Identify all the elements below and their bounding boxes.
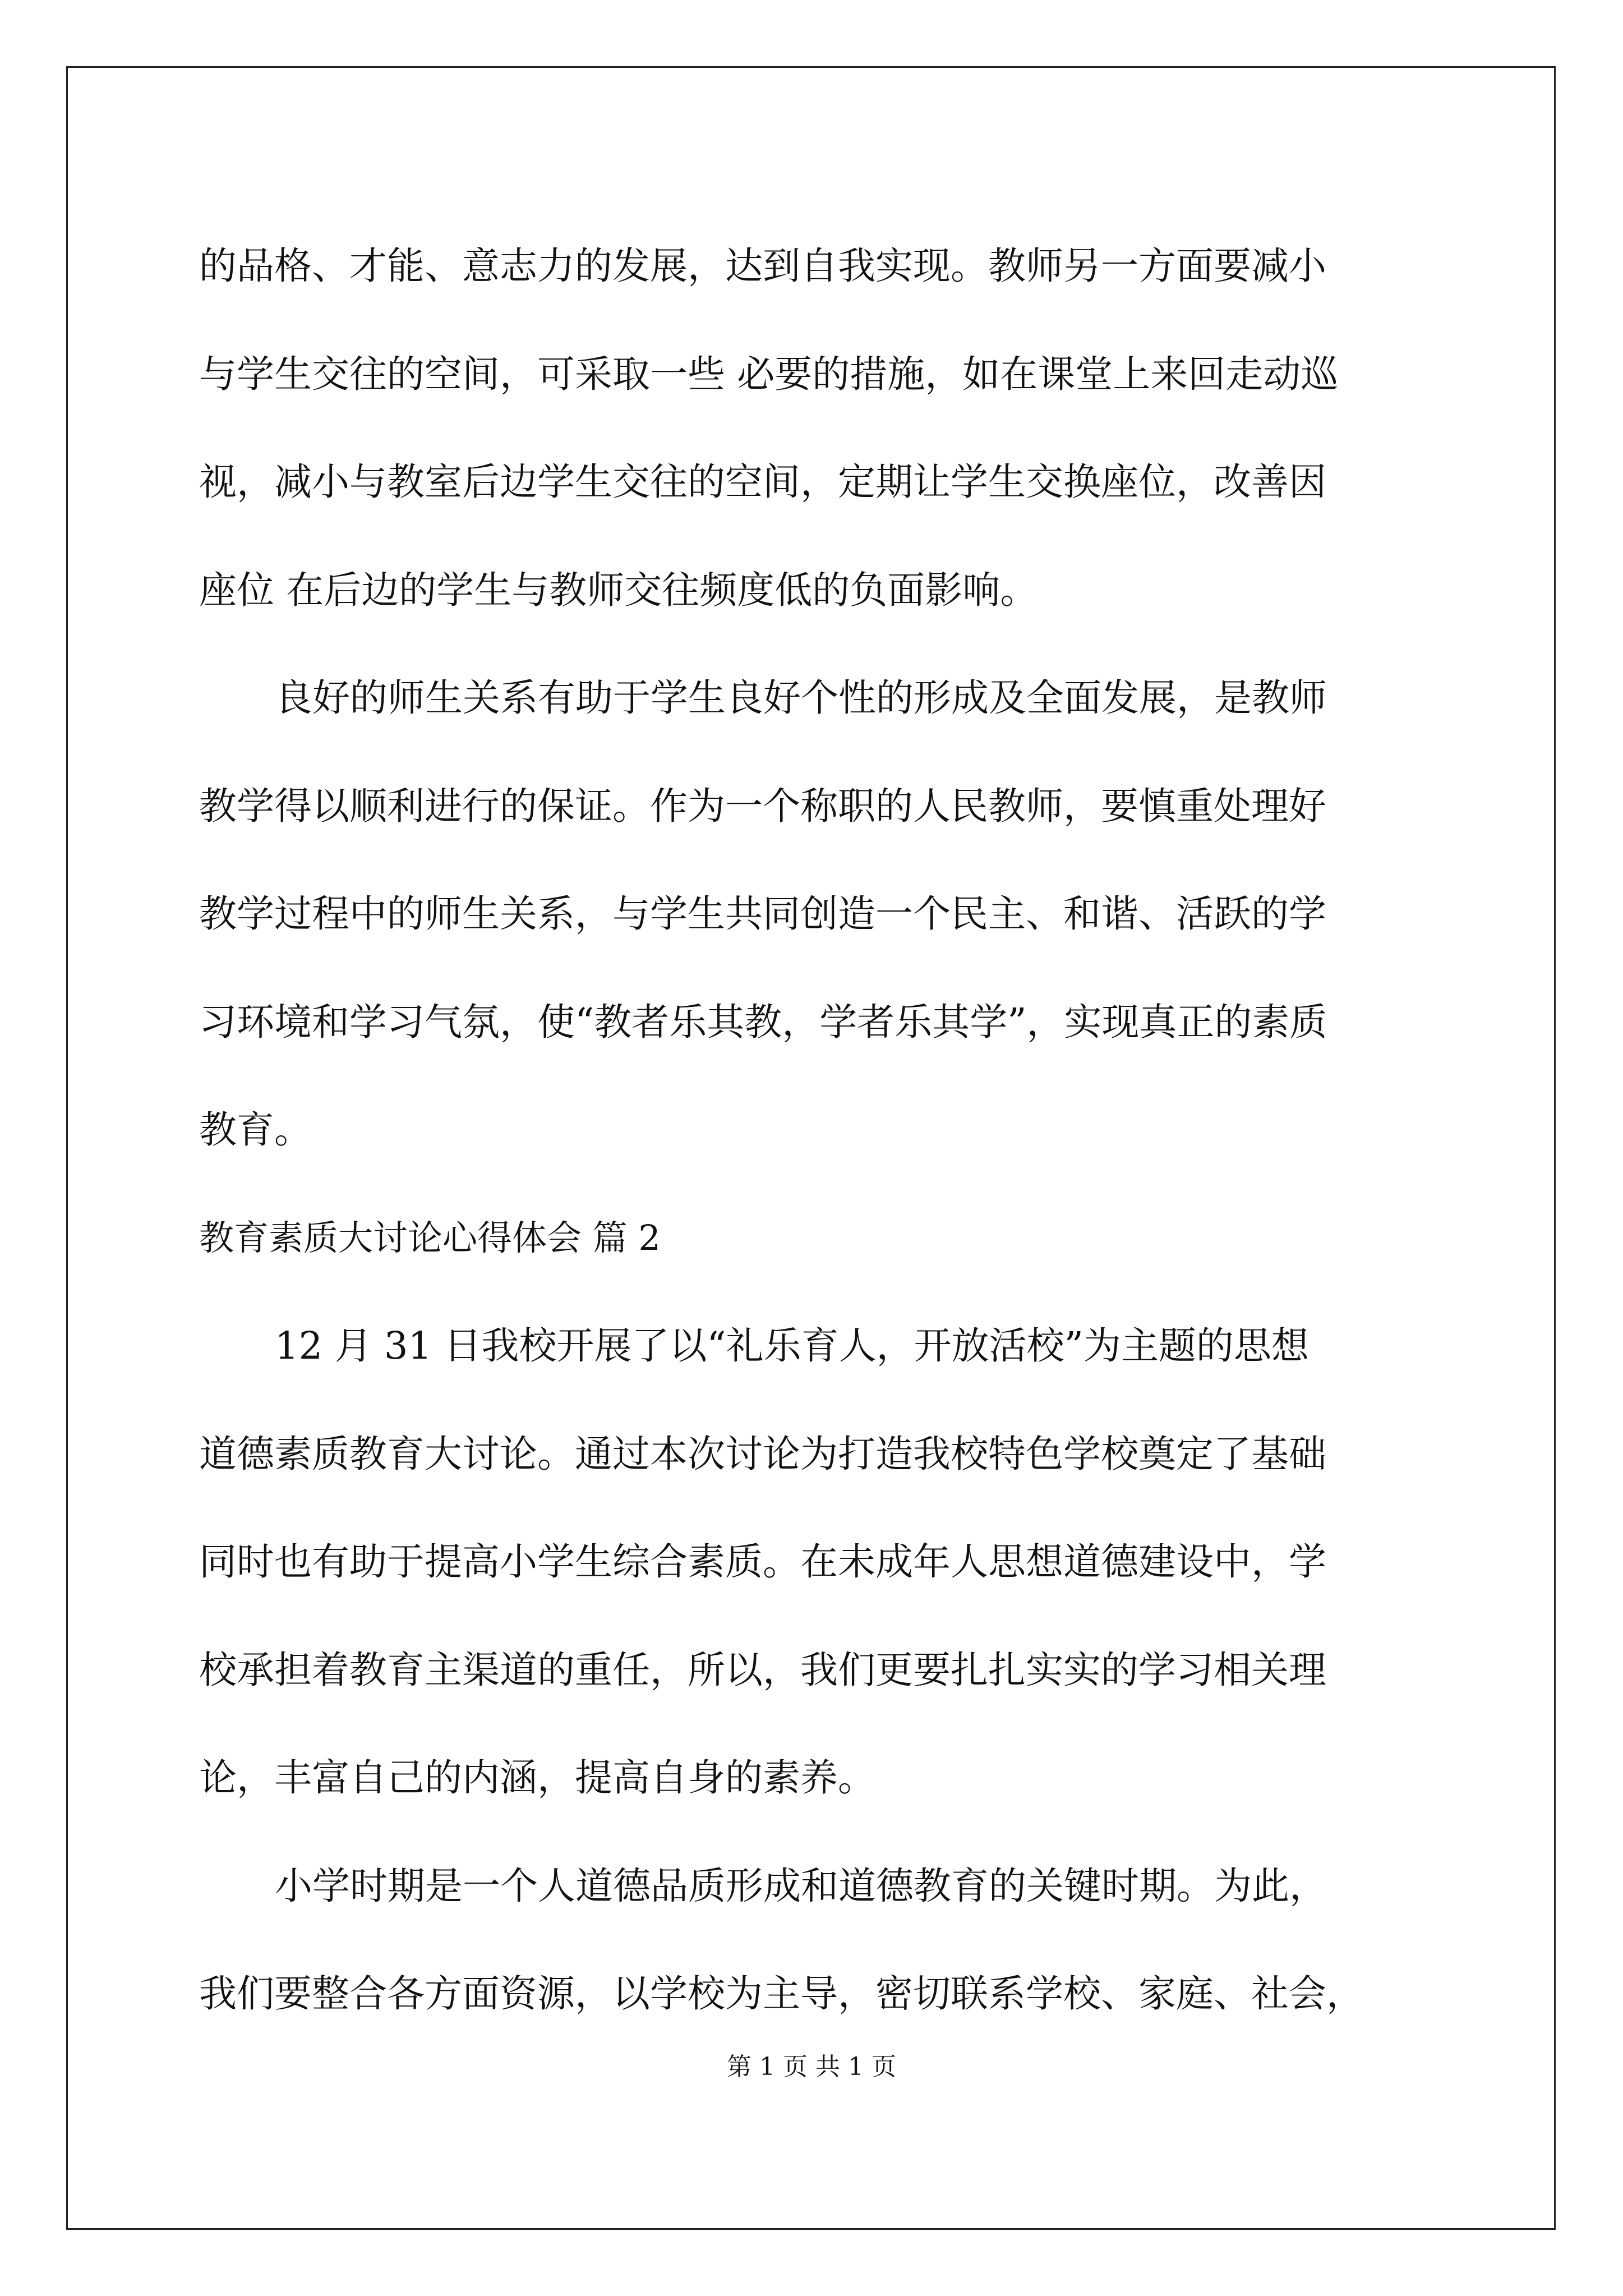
text-line: 校承担着教育主渠道的重任，所以，我们更要扎扎实实的学习相关理 xyxy=(199,1648,1326,1692)
section-heading: 教育素质大讨论心得体会 篇 2 xyxy=(199,1217,661,1258)
text-line: 论，丰富自己的内涵，提高自身的素养。 xyxy=(199,1756,875,1800)
text-line: 小学时期是一个人道德品质形成和道德教育的关键时期。为此， xyxy=(275,1864,1327,1908)
text-line: 与学生交往的空间，可采取一些 必要的措施，如在课堂上来回走动巡 xyxy=(199,352,1339,396)
text-line: 我们要整合各方面资源，以学校为主导，密切联系学校、家庭、社会， xyxy=(199,1972,1364,2016)
text-line: 良好的师生关系有助于学生良好个性的形成及全面发展，是教师 xyxy=(275,676,1327,720)
text-line: 教育。 xyxy=(199,1108,312,1152)
text-line: 同时也有助于提高小学生综合素质。在未成年人思想道德建设中，学 xyxy=(199,1540,1326,1584)
text-line: 的品格、才能、意志力的发展，达到自我实现。教师另一方面要减小 xyxy=(199,244,1326,288)
page-footer: 第 1 页 共 1 页 xyxy=(727,2053,896,2081)
text-line: 12 月 31 日我校开展了以“礼乐育人，开放活校”为主题的思想 xyxy=(275,1324,1309,1368)
text-line: 教学得以顺利进行的保证。作为一个称职的人民教师，要慎重处理好 xyxy=(199,784,1326,828)
text-line: 道德素质教育大讨论。通过本次讨论为打造我校特色学校奠定了基础 xyxy=(199,1432,1326,1476)
text-line: 视，减小与教室后边学生交往的空间，定期让学生交换座位，改善因 xyxy=(199,460,1326,504)
document-body xyxy=(199,212,1427,2048)
text-line: 习环境和学习气氛，使“教者乐其教，学者乐其学”，实现真正的素质 xyxy=(199,1000,1327,1044)
text-line: 座位 在后边的学生与教师交往频度低的负面影响。 xyxy=(199,568,1038,612)
text-line: 教学过程中的师生关系，与学生共同创造一个民主、和谐、活跃的学 xyxy=(199,892,1326,936)
